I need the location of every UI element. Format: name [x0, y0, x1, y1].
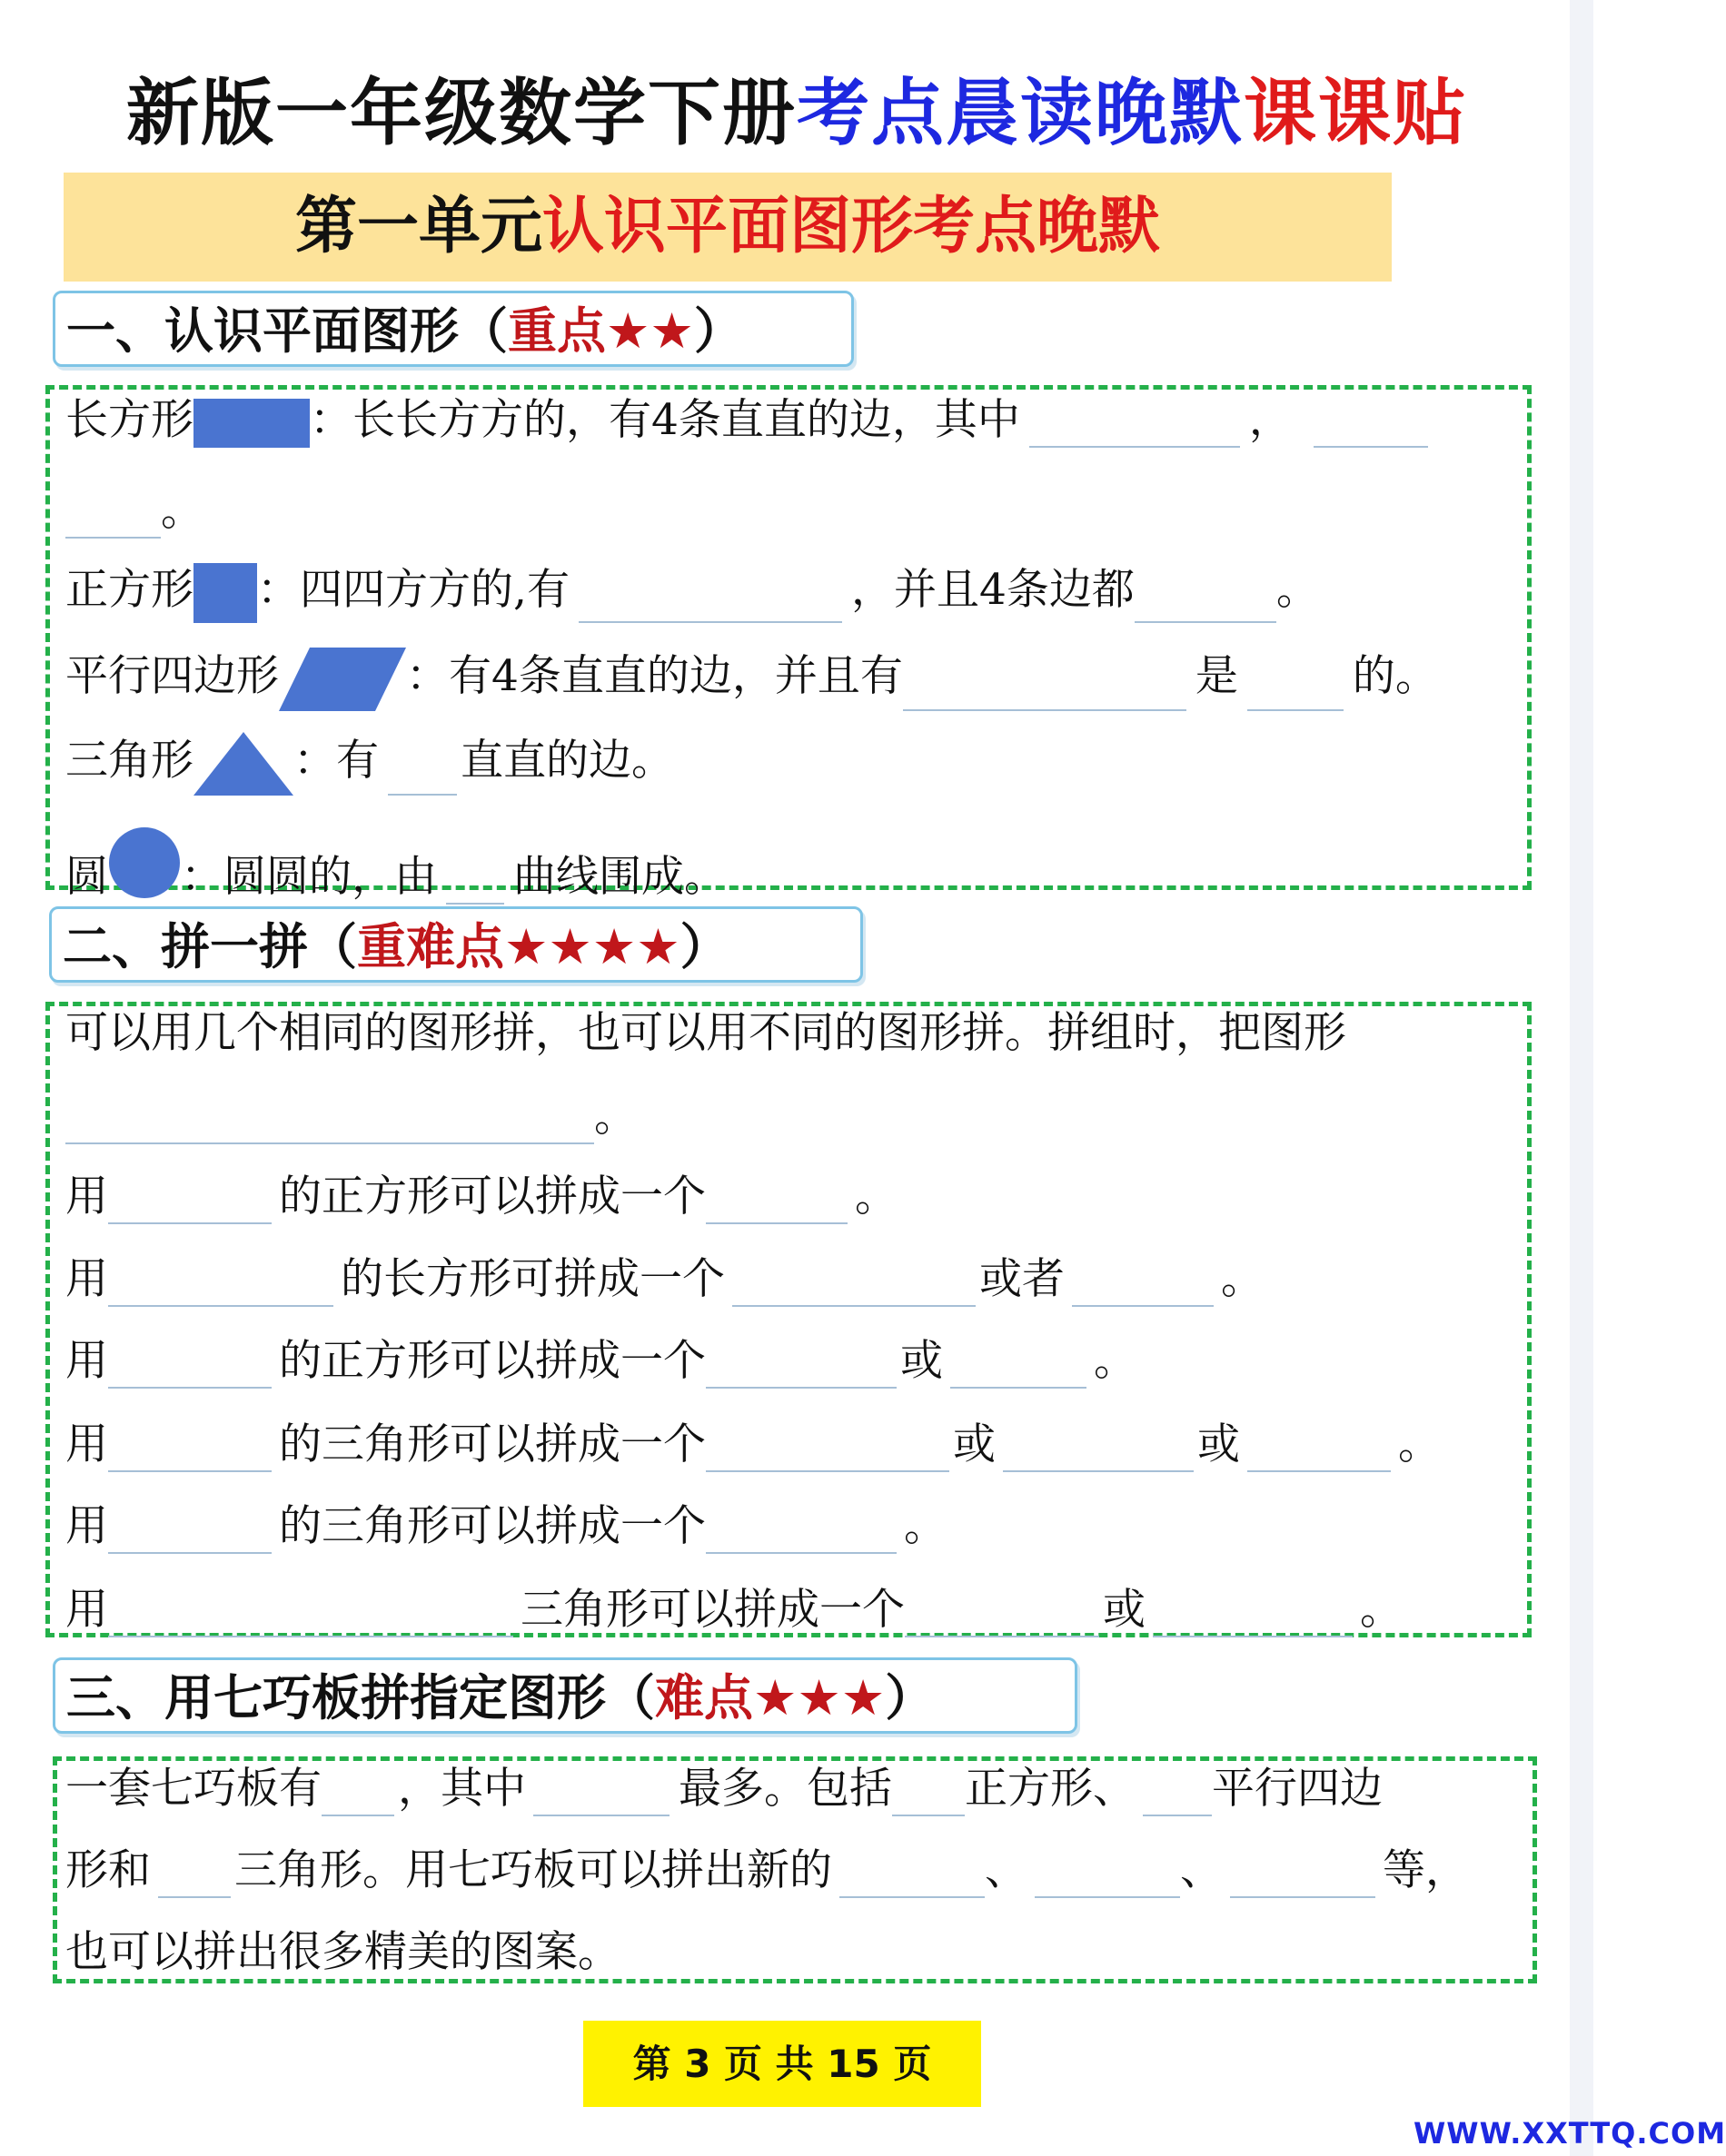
yong: 用 [65, 1172, 108, 1221]
sec2-intro [65, 1006, 1346, 1061]
section-3-title: 三、用七巧板拼指定图形（ [66, 1669, 655, 1726]
section-2-close: ） [679, 918, 729, 975]
section-2-stars: ★★★★ [504, 918, 680, 975]
sec3-text-6: 形和 [65, 1845, 151, 1895]
blank[interactable] [839, 1847, 985, 1898]
blank[interactable] [322, 1765, 394, 1816]
title-part-1: 新版一年级数学下册 [126, 71, 797, 155]
rect-label: 长方形 [65, 395, 193, 445]
rectangle-shape [193, 399, 310, 448]
circle-label: 圆 [65, 852, 108, 902]
page-edge [1570, 0, 1593, 2156]
sec3-text-9: 、 [1180, 1845, 1223, 1895]
footer-url[interactable]: WWW.XXTTQ.COM [1414, 2116, 1726, 2151]
row-4-text: 的三角形可以拼成一个 [279, 1419, 706, 1469]
blank[interactable] [108, 1503, 272, 1554]
period: 。 [1398, 1419, 1441, 1469]
blank[interactable] [1003, 1421, 1194, 1472]
triangle-label: 三角形 [65, 736, 193, 786]
circle-line [65, 826, 727, 905]
blank[interactable] [732, 1256, 976, 1307]
blank[interactable] [108, 1338, 272, 1389]
row-6-or: 或 [1103, 1585, 1146, 1635]
section-3-close: ） [885, 1669, 935, 1726]
parallelogram-line [65, 648, 1438, 711]
sec3-text-8: 、 [985, 1845, 1027, 1895]
sec2-row-5 [65, 1499, 947, 1554]
blank[interactable] [108, 1421, 272, 1472]
sec3-text-1: 一套七巧板有 [65, 1764, 322, 1814]
triangle-text: ：有 [293, 736, 379, 786]
sec3-text-3: 最多。包括 [679, 1764, 892, 1814]
triangle-line [65, 732, 674, 796]
section-3-stars: ★★★ [753, 1669, 886, 1726]
blank[interactable] [706, 1421, 949, 1472]
blank[interactable] [533, 1765, 670, 1816]
page-title [0, 64, 1593, 163]
blank[interactable] [892, 1765, 965, 1816]
sec2-row-2 [65, 1252, 1264, 1307]
period: 。 [855, 1172, 898, 1221]
blank[interactable] [108, 1587, 513, 1637]
period: 。 [1275, 565, 1319, 615]
triangle-text-2: 直直的边。 [461, 736, 674, 786]
row-4-or-2: 或 [1197, 1419, 1240, 1469]
yong: 用 [65, 1419, 108, 1469]
sec2-intro-text: 可以用几个相同的图形拼，也可以用不同的图形拼。拼组时，把图形 [65, 1008, 1346, 1058]
blank[interactable] [905, 1587, 1099, 1637]
blank[interactable] [108, 1173, 272, 1224]
blank[interactable] [903, 660, 1186, 711]
square-line [65, 563, 1319, 623]
blank[interactable] [706, 1503, 897, 1554]
sec2-row-6 [65, 1583, 1403, 1637]
circle-shape [108, 826, 181, 899]
blank[interactable] [1029, 397, 1240, 448]
sec3-text-11: 也可以拼出很多精美的图案。 [65, 1927, 620, 1977]
blank[interactable] [158, 1847, 231, 1898]
triangle-shape [193, 732, 293, 796]
blank[interactable] [1230, 1847, 1375, 1898]
section-2-title: 二、拼一拼（ [63, 918, 357, 975]
rect-line [65, 393, 1428, 448]
section-1-tag: 重点 [508, 302, 606, 360]
unit-banner [64, 173, 1392, 282]
rect-text: ：长长方方的，有4条直直的边，其中 [310, 395, 1020, 445]
section-2-heading [49, 906, 863, 983]
sec3-text-5: 平行四边 [1212, 1764, 1383, 1814]
sec3-row-3 [65, 1925, 620, 1980]
page-number: 第 3 页 共 15 页 [583, 2021, 981, 2107]
circle-text-2: 曲线围成。 [513, 852, 727, 902]
square-label: 正方形 [65, 565, 193, 615]
parallelogram-label: 平行四边形 [65, 651, 279, 701]
parallelogram-shape [279, 648, 406, 711]
blank[interactable] [65, 488, 161, 539]
section-1-stars: ★★ [606, 302, 694, 360]
sec3-text-4: 正方形、 [965, 1764, 1136, 1814]
blank[interactable] [446, 854, 504, 905]
period: 。 [594, 1092, 637, 1142]
section-2-tag: 重难点 [357, 918, 504, 975]
yong: 用 [65, 1585, 108, 1635]
sec3-row-1 [65, 1762, 1383, 1816]
title-part-3: 课课贴 [1244, 71, 1467, 155]
circle-text: ：圆圆的，由 [181, 852, 437, 902]
row-3-text: 的正方形可以拼成一个 [279, 1336, 706, 1386]
yong: 用 [65, 1254, 108, 1304]
section-3-heading [53, 1657, 1077, 1734]
sec3-text-2: ，其中 [398, 1764, 526, 1814]
parallelogram-de: 的。 [1352, 651, 1438, 701]
sec3-row-2 [65, 1844, 1468, 1898]
period: 。 [1360, 1585, 1403, 1635]
parallelogram-text: ：有4条直直的边，并且有 [406, 651, 903, 701]
blank[interactable] [1135, 572, 1276, 623]
sec2-row-4 [65, 1418, 1441, 1472]
blank[interactable] [65, 1093, 594, 1144]
row-6-text: 三角形可以拼成一个 [521, 1585, 905, 1635]
row-1-text: 的正方形可以拼成一个 [279, 1172, 706, 1221]
section-1-box [45, 385, 1532, 890]
section-1-close: ） [693, 302, 743, 360]
blank[interactable] [579, 572, 842, 623]
section-1-title: 一、认识平面图形（ [66, 302, 508, 360]
row-5-text: 的三角形可以拼成一个 [279, 1501, 706, 1551]
square-text: ：四四方方的,有 [257, 565, 570, 615]
square-shape [193, 563, 257, 623]
section-3-tag: 难点 [655, 1669, 753, 1726]
sec2-row-3 [65, 1334, 1136, 1389]
row-3-or: 或 [900, 1336, 943, 1386]
square-text-2: ，并且4条边都 [850, 565, 1135, 615]
blank[interactable] [1314, 397, 1428, 448]
blank[interactable] [1247, 1421, 1391, 1472]
unit-number: 第一单元 [294, 191, 542, 262]
blank[interactable] [706, 1173, 848, 1224]
comma: ， [1248, 395, 1292, 445]
sec2-intro-2 [65, 1090, 637, 1144]
row-4-or: 或 [953, 1419, 996, 1469]
blank[interactable] [706, 1338, 897, 1389]
sec3-text-10: 等， [1383, 1845, 1468, 1895]
period: 。 [161, 486, 203, 536]
period: 。 [1094, 1336, 1136, 1386]
sec3-text-7: 三角形。用七巧板可以拼出新的 [234, 1845, 832, 1895]
blank[interactable] [1072, 1256, 1214, 1307]
section-1-heading [53, 291, 854, 367]
parallelogram-is: 是 [1195, 651, 1238, 701]
period: 。 [1221, 1254, 1264, 1304]
unit-topic: 认识平面图形考点晚默 [542, 191, 1161, 262]
blank[interactable] [1247, 660, 1344, 711]
blank[interactable] [1153, 1587, 1353, 1637]
blank[interactable] [1035, 1847, 1180, 1898]
sec2-row-1 [65, 1170, 898, 1224]
period: 。 [904, 1501, 947, 1551]
blank[interactable] [388, 745, 457, 796]
yong: 用 [65, 1336, 108, 1386]
row-2-text: 的长方形可拼成一个 [341, 1254, 725, 1304]
row-2-or: 或者 [979, 1254, 1065, 1304]
title-part-2: 考点晨读晚默 [797, 71, 1244, 155]
yong: 用 [65, 1501, 108, 1551]
blank[interactable] [1143, 1765, 1212, 1816]
blank[interactable] [950, 1338, 1086, 1389]
blank[interactable] [108, 1256, 333, 1307]
rect-line-2 [65, 484, 203, 539]
